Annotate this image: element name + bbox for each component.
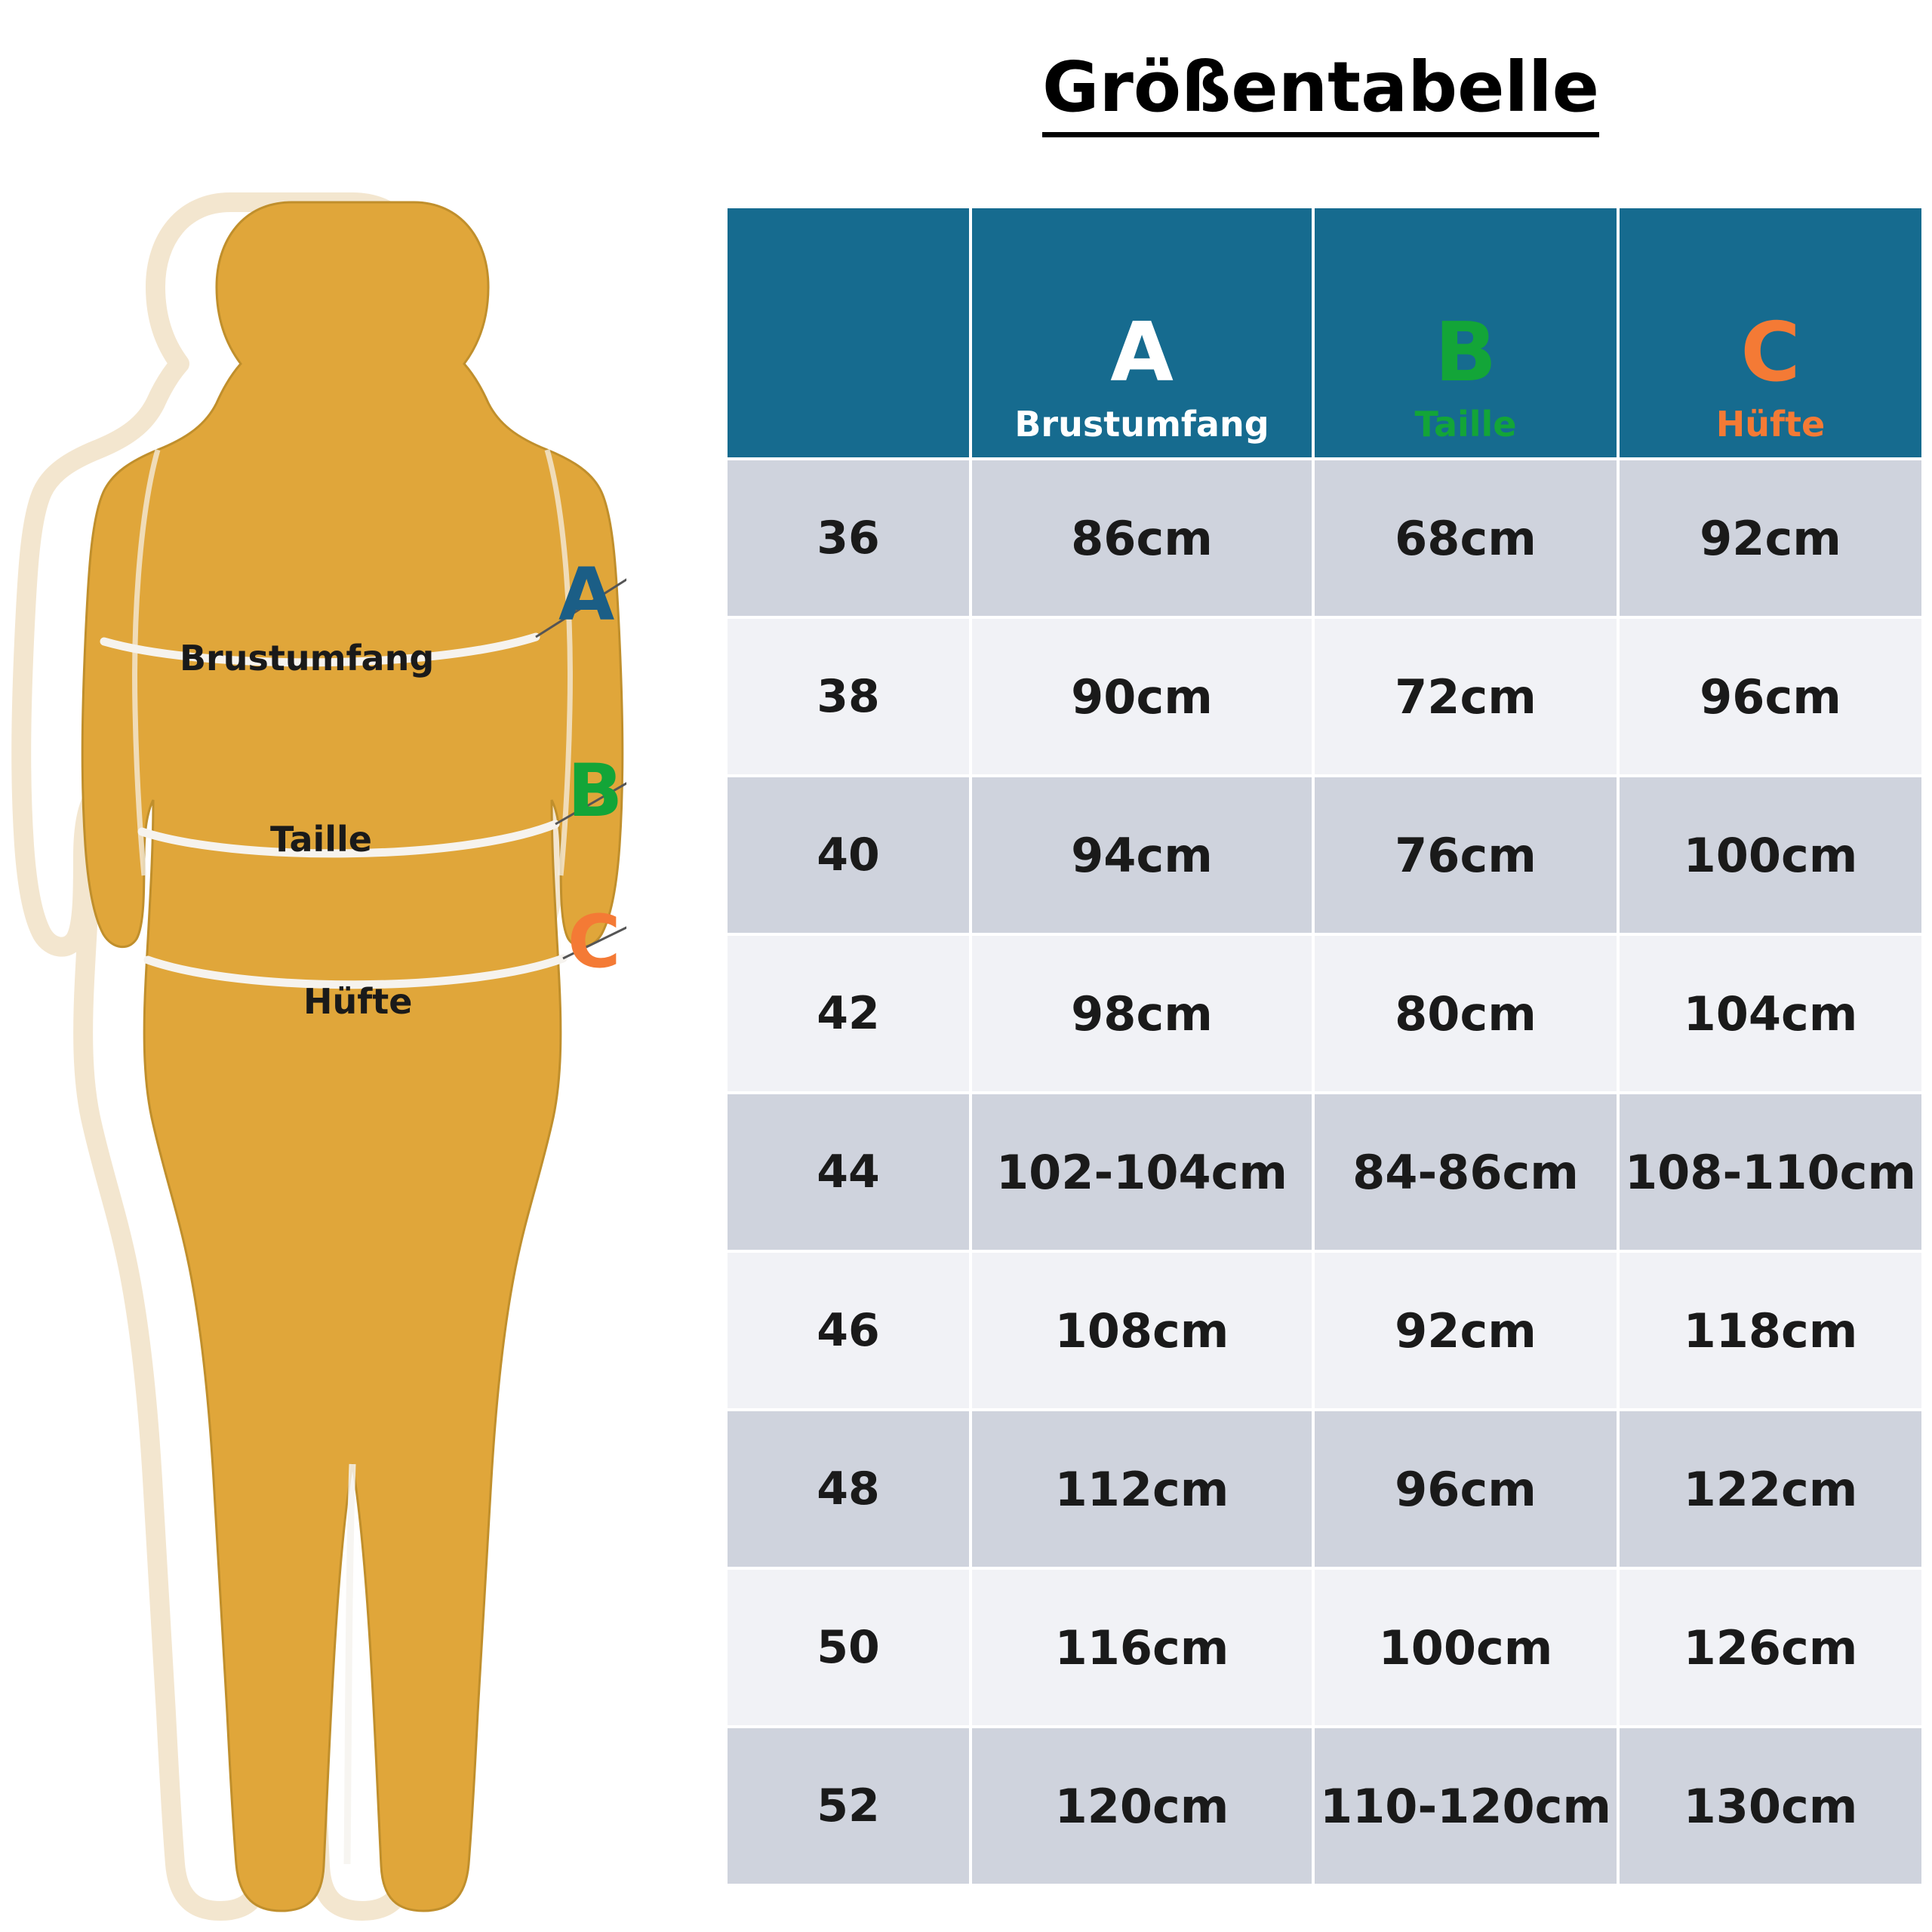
cell-chest: 116cm <box>972 1570 1312 1725</box>
cell-hip: 92cm <box>1620 460 1921 616</box>
cell-waist: 76cm <box>1315 777 1617 933</box>
cell-hip: 100cm <box>1620 777 1921 933</box>
cell-hip: 122cm <box>1620 1411 1921 1567</box>
female-body-silhouette-icon <box>8 181 626 1932</box>
cell-waist: 68cm <box>1315 460 1617 616</box>
cell-waist: 72cm <box>1315 619 1617 774</box>
waist-measure-label: Taille <box>270 819 372 860</box>
cell-hip: 108-110cm <box>1620 1094 1921 1250</box>
header-letter-a: A <box>1110 306 1174 400</box>
table-row <box>728 619 1921 774</box>
cell-hip: 118cm <box>1620 1253 1921 1408</box>
cell-waist: 84-86cm <box>1315 1094 1617 1250</box>
marker-letter-c: C <box>568 900 621 984</box>
cell-chest: 112cm <box>972 1411 1312 1567</box>
body-figure-panel <box>0 0 709 1932</box>
page-title <box>709 47 1932 128</box>
cell-size: 44 <box>728 1094 969 1250</box>
cell-size: 52 <box>728 1728 969 1884</box>
header-size <box>728 208 969 457</box>
size-table-body <box>728 460 1921 1884</box>
cell-chest: 90cm <box>972 619 1312 774</box>
cell-waist: 100cm <box>1315 1570 1617 1725</box>
cell-hip: 96cm <box>1620 619 1921 774</box>
cell-chest: 98cm <box>972 936 1312 1091</box>
cell-waist: 80cm <box>1315 936 1617 1091</box>
cell-size: 36 <box>728 460 969 616</box>
marker-letter-a: A <box>558 552 615 637</box>
marker-letter-b: B <box>568 749 623 833</box>
table-row <box>728 1411 1921 1567</box>
cell-size: 48 <box>728 1411 969 1567</box>
header-chest <box>972 208 1312 457</box>
cell-chest: 86cm <box>972 460 1312 616</box>
table-row <box>728 1094 1921 1250</box>
table-row <box>728 1728 1921 1884</box>
cell-size: 46 <box>728 1253 969 1408</box>
table-row <box>728 936 1921 1091</box>
size-table-head <box>728 208 1921 457</box>
cell-chest: 94cm <box>972 777 1312 933</box>
table-header-row <box>728 208 1921 457</box>
cell-hip: 126cm <box>1620 1570 1921 1725</box>
cell-size: 40 <box>728 777 969 933</box>
header-label-hip: Hüfte <box>1715 404 1826 445</box>
size-table-panel <box>709 0 1932 1932</box>
cell-chest: 102-104cm <box>972 1094 1312 1250</box>
table-row <box>728 777 1921 933</box>
cell-chest: 120cm <box>972 1728 1312 1884</box>
page-title-text: Größentabelle <box>1042 47 1599 137</box>
cell-hip: 130cm <box>1620 1728 1921 1884</box>
cell-size: 50 <box>728 1570 969 1725</box>
cell-chest: 108cm <box>972 1253 1312 1408</box>
table-row <box>728 460 1921 616</box>
table-row <box>728 1253 1921 1408</box>
cell-size: 42 <box>728 936 969 1091</box>
size-table <box>724 205 1924 1887</box>
cell-waist: 96cm <box>1315 1411 1617 1567</box>
header-letter-b: B <box>1434 306 1497 400</box>
header-label-waist: Taille <box>1414 404 1517 445</box>
header-hip <box>1620 208 1921 457</box>
table-row <box>728 1570 1921 1725</box>
cell-waist: 110-120cm <box>1315 1728 1617 1884</box>
cell-size: 38 <box>728 619 969 774</box>
cell-waist: 92cm <box>1315 1253 1617 1408</box>
hip-measure-label: Hüfte <box>303 981 413 1022</box>
cell-hip: 104cm <box>1620 936 1921 1091</box>
header-letter-c: C <box>1740 306 1801 400</box>
chest-measure-label: Brustumfang <box>180 638 435 678</box>
header-waist <box>1315 208 1617 457</box>
header-label-chest: Brustumfang <box>1014 404 1269 445</box>
